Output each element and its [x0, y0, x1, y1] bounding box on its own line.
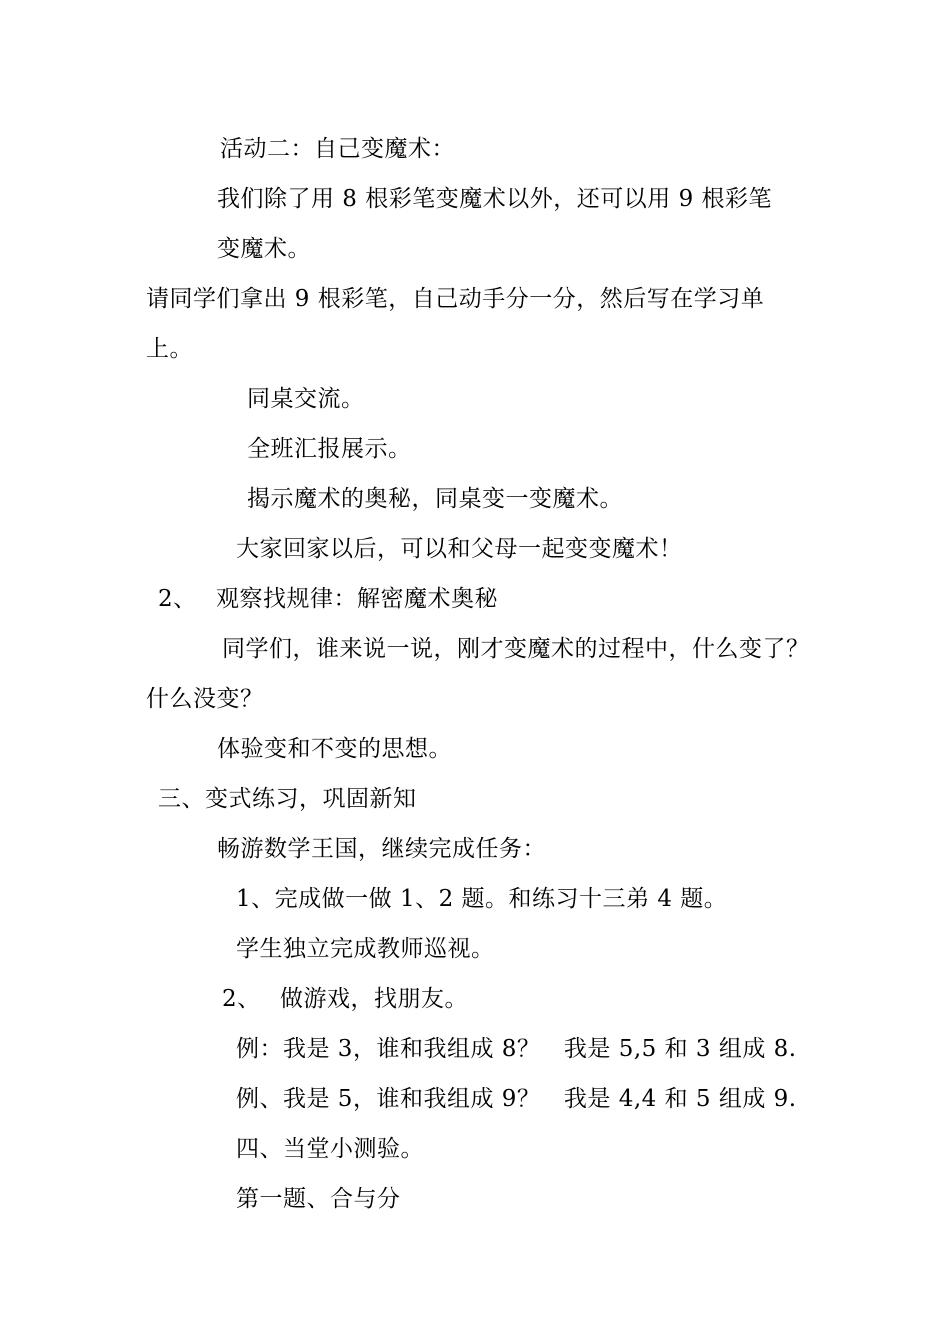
list-item-2-game	[222, 984, 468, 1014]
paragraph-line: 全班汇报展示。	[247, 436, 412, 462]
paragraph-line: 体验变和不变的思想。	[217, 736, 452, 762]
list-item-2-observe	[158, 584, 498, 614]
list-item-text: 做游戏，找朋友。	[280, 986, 468, 1012]
paragraph-line: 学生独立完成教师巡视。	[236, 936, 495, 962]
paragraph-line: 请同学们拿出 9 根彩笔，自己动手分一分，然后写在学习单	[146, 286, 765, 312]
activity-two-heading: 活动二：自己变魔术：	[220, 136, 455, 162]
paragraph-line: 同学们，谁来说一说，刚才变魔术的过程中，什么变了？	[222, 636, 810, 662]
section-heading-three: 三、变式练习，巩固新知	[158, 786, 417, 812]
paragraph-line: 什么没变？	[146, 686, 264, 712]
list-item-text: 观察找规律：解密魔术奥秘	[216, 586, 498, 612]
paragraph-line: 1、完成做一做 1、2 题。和练习十三弟 4 题。	[236, 886, 728, 912]
paragraph-line: 变魔术。	[217, 236, 311, 262]
paragraph-line: 畅游数学王国，继续完成任务：	[217, 836, 546, 862]
paragraph-line: 揭示魔术的奥秘，同桌变一变魔术。	[247, 486, 623, 512]
paragraph-line: 同桌交流。	[247, 386, 365, 412]
paragraph-line: 我们除了用 8 根彩笔变魔术以外，还可以用 9 根彩笔	[217, 186, 773, 212]
example-line: 例、我是 5，谁和我组成 9？ 我是 4,4 和 5 组成 9.	[236, 1086, 797, 1112]
paragraph-line: 第一题、合与分	[236, 1186, 401, 1212]
list-marker: 2、	[222, 986, 261, 1012]
section-heading-four: 四、当堂小测验。	[236, 1136, 424, 1162]
example-line: 例：我是 3，谁和我组成 8？ 我是 5,5 和 3 组成 8.	[236, 1036, 797, 1062]
paragraph-line: 大家回家以后，可以和父母一起变变魔术！	[236, 536, 683, 562]
list-marker: 2、	[158, 586, 197, 612]
paragraph-line: 上。	[146, 336, 193, 362]
